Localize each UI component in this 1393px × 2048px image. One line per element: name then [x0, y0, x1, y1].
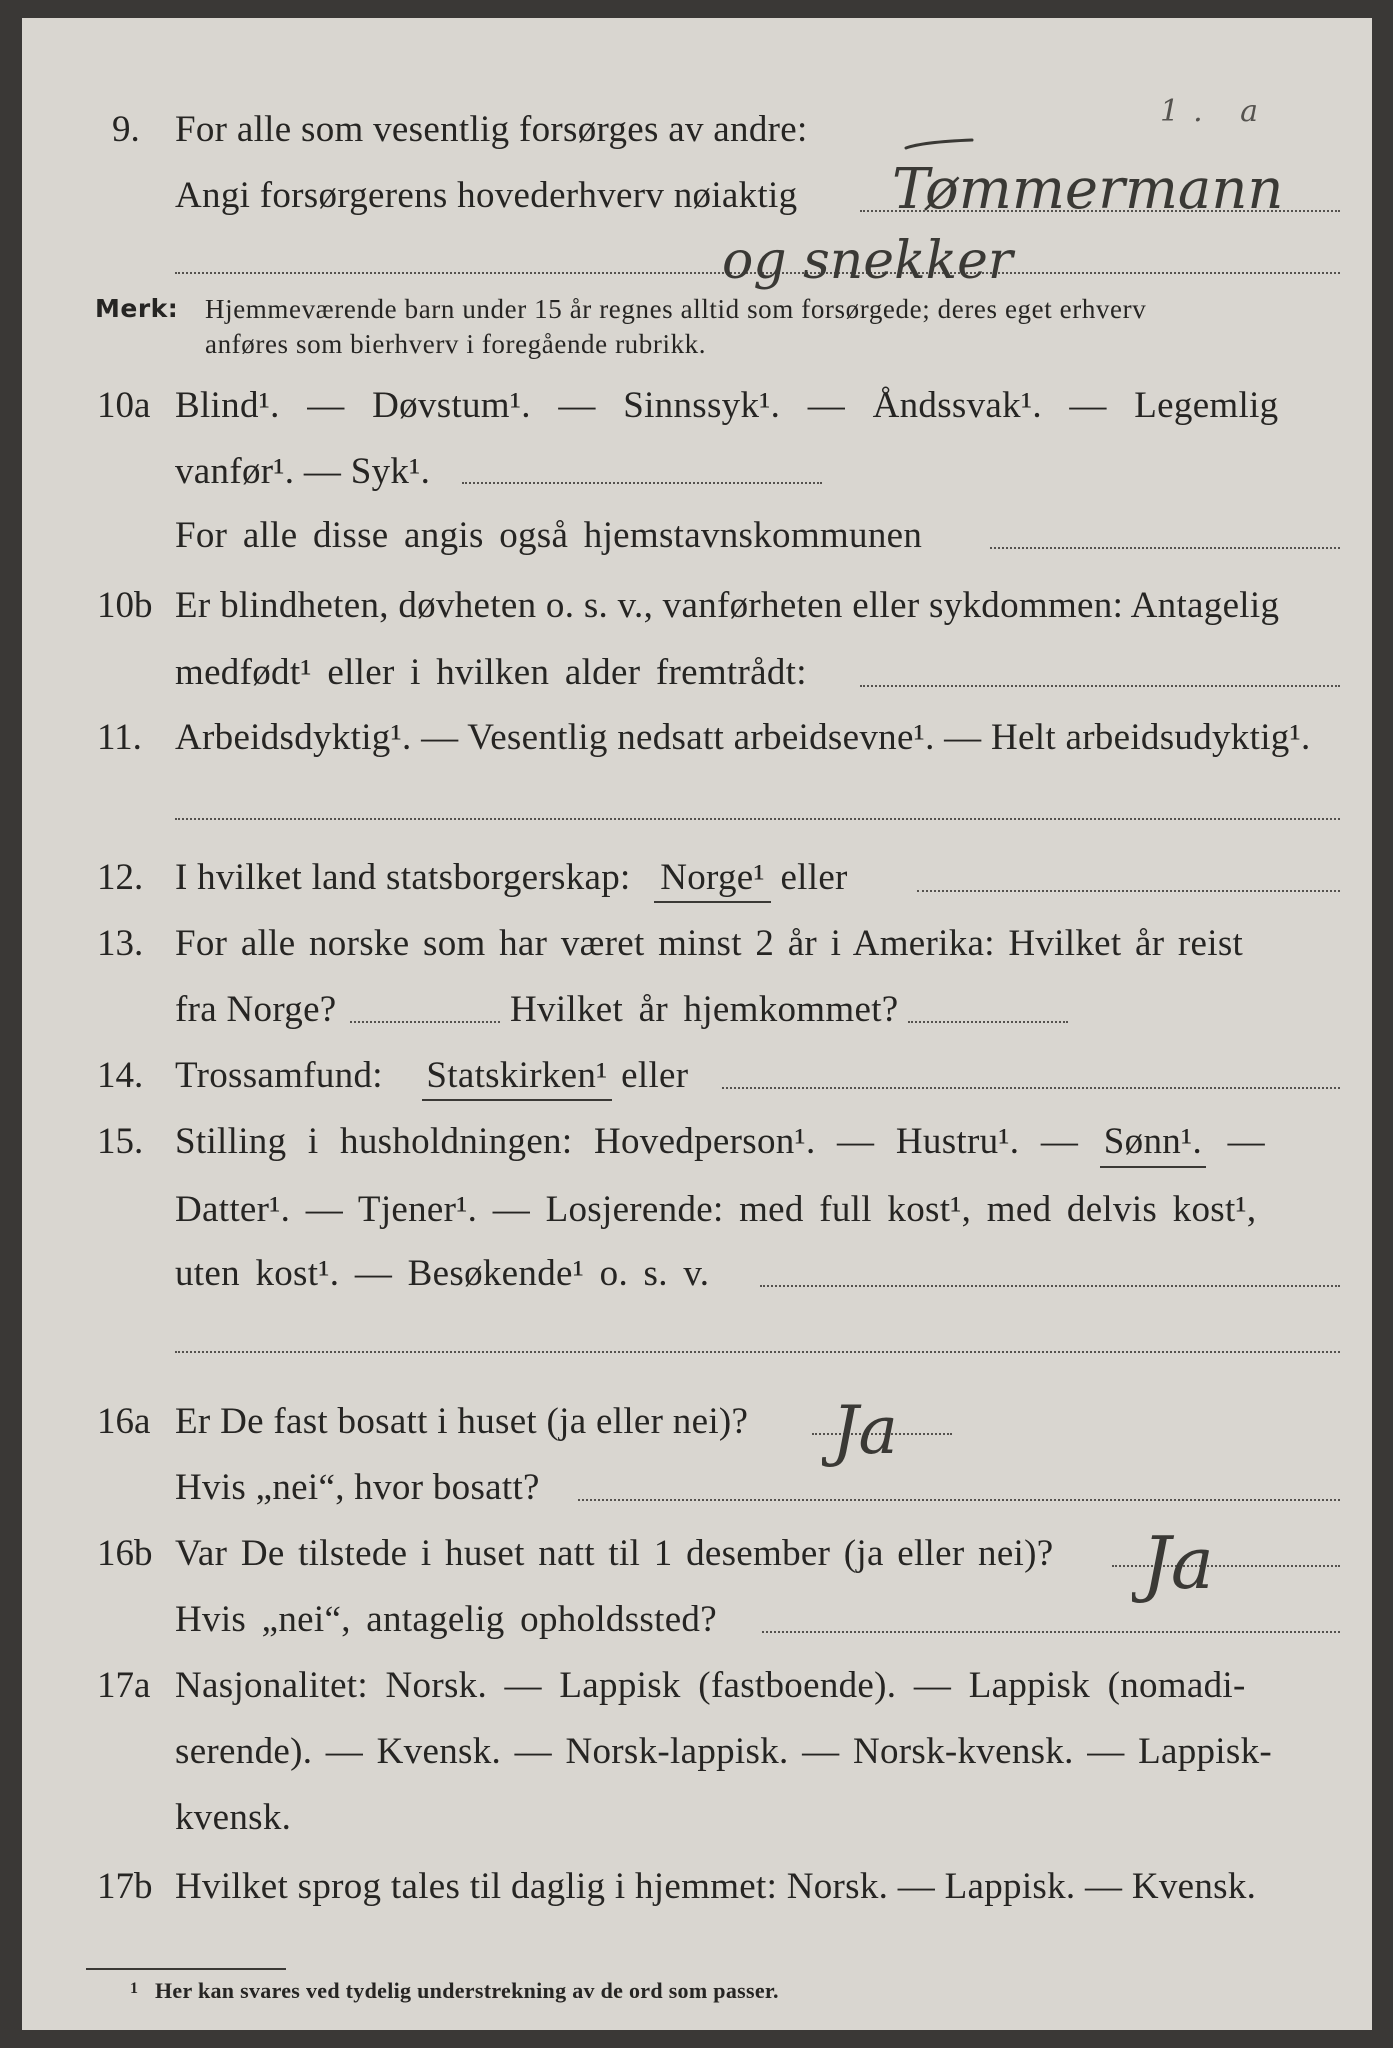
q10b-text-line1: Er blindheten, døvheten o. s. v., vanførheten eller sykdommen: Antagelig	[175, 585, 1280, 626]
q14-prefix: Trossamfund:	[175, 1055, 383, 1096]
footnote-text: Her kan svares ved tydelig understrekning av de ord som passer.	[155, 1978, 779, 2003]
q15-line1b: —	[1227, 1121, 1265, 1162]
census-form-page	[22, 18, 1372, 2030]
q15-option-sonn[interactable]: Sønn¹.	[1100, 1120, 1206, 1168]
q17a-text-line1: Nasjonalitet: Norsk. — Lappisk (fastboende). — Lappisk (nomadi-	[175, 1665, 1246, 1706]
q17a-text-line3: kvensk.	[175, 1797, 292, 1838]
q9-text-line1: For alle som vesentlig forsørges av andre:	[175, 109, 808, 150]
q16b-text-line1: Var De tilstede i huset natt til 1 desember (ja eller nei)?	[175, 1533, 1054, 1574]
q13-text-line1: For alle norske som har været minst 2 år i Amerika: Hvilket år reist	[175, 923, 1244, 964]
q15-number: 15.	[97, 1121, 144, 1162]
q14-answer-line[interactable]	[722, 1087, 1340, 1089]
q13-return-year-line[interactable]	[908, 1021, 1068, 1023]
q11-answer-line[interactable]	[175, 818, 1340, 820]
q10a-number: 10a	[97, 385, 151, 426]
margin-note: 1. a	[1160, 94, 1273, 129]
q13-departure-year-line[interactable]	[350, 1021, 500, 1023]
q10b-number: 10b	[97, 585, 153, 626]
q15-text-line1	[175, 1120, 1265, 1168]
q10b-answer-line[interactable]	[860, 685, 1340, 687]
svg-text:Tømmermann: Tømmermann	[892, 157, 1284, 222]
q15-text-line3: uten kost¹. — Besøkende¹ o. s. v.	[175, 1253, 710, 1294]
q16b-handwritten-answer	[1132, 1493, 1332, 1643]
q13-number: 13.	[97, 923, 144, 964]
q10b-text-line2: medfødt¹ eller i hvilken alder fremtrådt:	[175, 652, 807, 693]
q12-text	[175, 856, 848, 903]
q11-number: 11.	[97, 717, 142, 758]
q12-prefix: I hvilket land statsborgerskap:	[175, 857, 631, 898]
svg-text:og snekker: og snekker	[722, 231, 1013, 291]
q17b-number: 17b	[97, 1866, 153, 1907]
merk-text-line2: anføres som bierhverv i foregående rubrikk.	[205, 329, 707, 359]
q12-answer-line[interactable]	[917, 890, 1340, 892]
q15-answer-line2[interactable]	[175, 1351, 1340, 1353]
q10a-text-line3: For alle disse angis også hjemstavnskommunen	[175, 515, 923, 556]
q12-suffix: eller	[780, 857, 848, 898]
q11-text-line1: Arbeidsdyktig¹. — Vesentlig nedsatt arbeidsevne¹. — Helt arbeidsudyktig¹.	[175, 717, 1311, 758]
merk-label: Merk:	[95, 294, 179, 323]
q15-text-line2: Datter¹. — Tjener¹. — Losjerende: med full kost¹, med delvis kost¹,	[175, 1189, 1257, 1230]
q9-text-line2: Angi forsørgerens hovederhverv nøiaktig	[175, 175, 798, 216]
q16a-handwritten-answer	[822, 1373, 982, 1503]
q9-number: 9.	[112, 109, 140, 150]
q17a-number: 17a	[97, 1665, 151, 1706]
q14-number: 14.	[97, 1055, 144, 1096]
q10a-text-line2: vanfør¹. — Syk¹.	[175, 451, 431, 492]
q10a-text-line1: Blind¹. — Døvstum¹. — Sinnssyk¹. — Åndssvak¹. — Legemlig	[175, 385, 1279, 426]
q12-option-norge[interactable]: Norge¹	[654, 856, 771, 903]
q17b-text-line1: Hvilket sprog tales til daglig i hjemmet: Norsk. — Lappisk. — Kvensk.	[175, 1866, 1257, 1907]
q16a-text-line2: Hvis „nei“, hvor bosatt?	[175, 1467, 540, 1508]
q16b-location-line[interactable]	[762, 1631, 1340, 1633]
footnote-mark: 1	[130, 1980, 139, 1997]
q13-text-line2a: fra Norge?	[175, 989, 337, 1030]
q16b-text-line2: Hvis „nei“, antagelig opholdssted?	[175, 1599, 717, 1640]
q13-text-line2b: Hvilket år hjemkommet?	[510, 989, 899, 1030]
q16b-number: 16b	[97, 1533, 153, 1574]
svg-text:Ja: Ja	[832, 1392, 898, 1469]
q14-text	[175, 1054, 688, 1101]
svg-text:Ja: Ja	[1142, 1521, 1214, 1605]
q10a-answer-line[interactable]	[462, 482, 822, 484]
q14-option-statskirken[interactable]: Statskirken¹	[422, 1054, 611, 1101]
q17a-text-line2: serende). — Kvensk. — Norsk-lappisk. — Norsk-kvensk. — Lappisk-	[175, 1731, 1272, 1772]
q16a-number: 16a	[97, 1401, 151, 1442]
q16a-text-line1: Er De fast bosatt i huset (ja eller nei)?	[175, 1401, 749, 1442]
q12-number: 12.	[97, 857, 144, 898]
q15-line1a: Stilling i husholdningen: Hovedperson¹. — Hustru¹. —	[175, 1121, 1079, 1162]
q10a-hometown-line[interactable]	[990, 547, 1340, 549]
q15-answer-line1[interactable]	[760, 1285, 1340, 1287]
merk-text-line1: Hjemmeværende barn under 15 år regnes alltid som forsørgede; deres eget erhverv	[205, 294, 1147, 324]
footnote-divider	[86, 1968, 286, 1970]
q14-suffix: eller	[621, 1055, 689, 1096]
